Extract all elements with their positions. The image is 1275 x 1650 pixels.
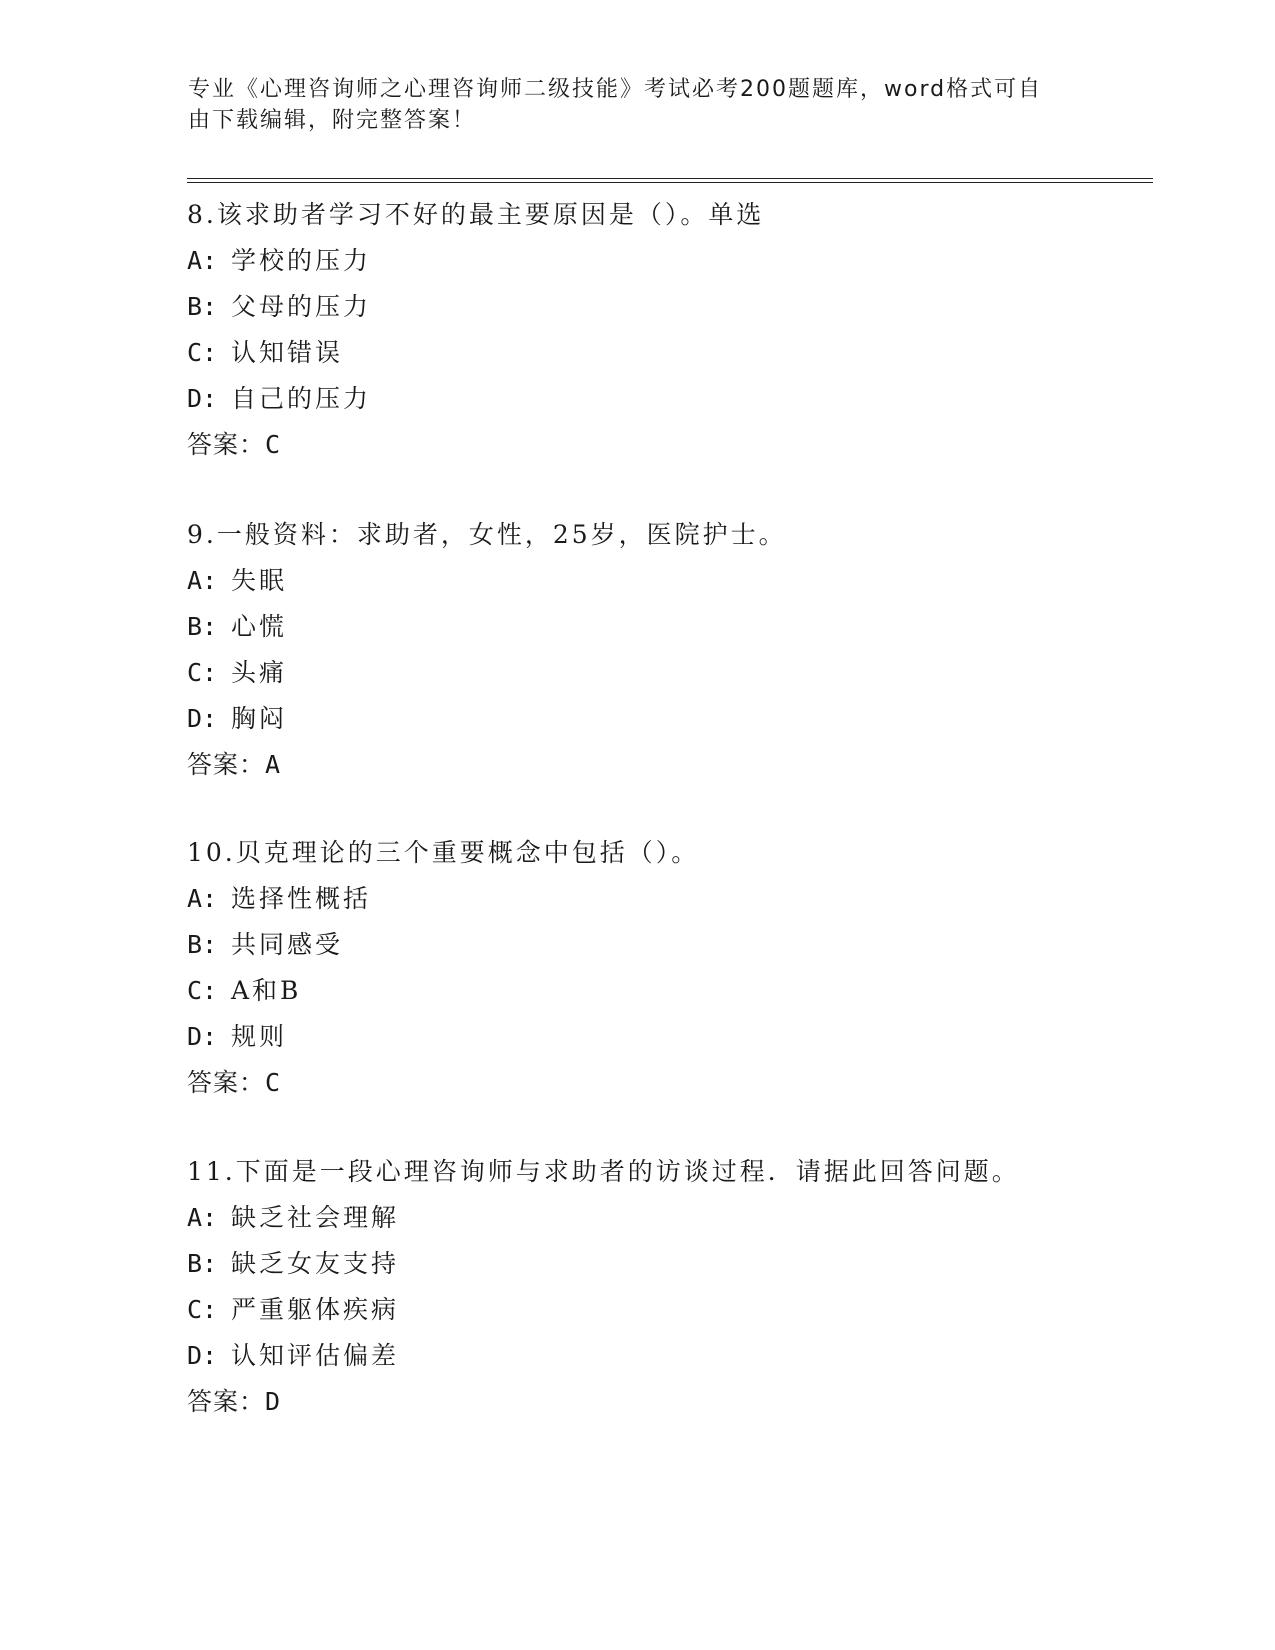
- answer-value: C: [265, 430, 282, 459]
- option-letter: C:: [187, 338, 218, 367]
- question-block: [187, 830, 1147, 1106]
- answer-value: A: [265, 750, 282, 779]
- option-letter: B:: [187, 1249, 218, 1278]
- answer-label: 答案：: [187, 1387, 266, 1416]
- option-b: [187, 922, 1147, 968]
- option-c: [187, 968, 1147, 1014]
- option-text: 认知错误: [231, 338, 344, 367]
- option-text: 胸闷: [231, 704, 288, 733]
- option-letter: D:: [187, 1022, 218, 1051]
- header-divider-bottom: [187, 182, 1153, 183]
- option-a: [187, 1195, 1147, 1241]
- option-c: [187, 330, 1147, 376]
- option-d: [187, 1014, 1147, 1060]
- option-a: [187, 876, 1147, 922]
- question-stem: 8.该求助者学习不好的最主要原因是（）。单选: [187, 200, 765, 229]
- question-stem: 9.一般资料：求助者，女性，25岁，医院护士。: [187, 520, 787, 549]
- question-stem: 11.下面是一段心理咨询师与求助者的访谈过程．请据此回答问题。: [187, 1157, 1020, 1186]
- option-text: 父母的压力: [231, 292, 372, 321]
- option-letter: A:: [187, 246, 218, 275]
- option-b: [187, 1241, 1147, 1287]
- option-c: [187, 650, 1147, 696]
- option-text: 共同感受: [231, 930, 344, 959]
- answer-value: C: [265, 1068, 282, 1097]
- question-stem: 10.贝克理论的三个重要概念中包括（）。: [187, 838, 700, 867]
- option-text: A和B: [231, 976, 302, 1005]
- question-block: [187, 1149, 1147, 1425]
- option-letter: C:: [187, 658, 218, 687]
- option-d: [187, 376, 1147, 422]
- option-text: 缺乏社会理解: [231, 1203, 400, 1232]
- option-a: [187, 558, 1147, 604]
- question-block: [187, 192, 1147, 468]
- option-letter: B:: [187, 612, 218, 641]
- option-text: 缺乏女友支持: [231, 1249, 400, 1278]
- option-text: 学校的压力: [231, 246, 372, 275]
- option-a: [187, 238, 1147, 284]
- option-text: 规则: [231, 1022, 288, 1051]
- option-letter: D:: [187, 384, 218, 413]
- option-letter: C:: [187, 1295, 218, 1324]
- option-text: 自己的压力: [231, 384, 372, 413]
- option-d: [187, 696, 1147, 742]
- option-b: [187, 604, 1147, 650]
- answer-line: [187, 1379, 1147, 1425]
- option-d: [187, 1333, 1147, 1379]
- option-letter: B:: [187, 930, 218, 959]
- answer-line: [187, 1060, 1147, 1106]
- option-text: 选择性概括: [231, 884, 372, 913]
- option-b: [187, 284, 1147, 330]
- answer-label: 答案：: [187, 1068, 266, 1097]
- answer-label: 答案：: [187, 750, 266, 779]
- answer-line: [187, 422, 1147, 468]
- option-letter: D:: [187, 704, 218, 733]
- option-letter: A:: [187, 1203, 218, 1232]
- header-divider-top: [187, 178, 1153, 179]
- header-line-2: 由下载编辑，附完整答案！: [188, 108, 477, 133]
- question-block: [187, 512, 1147, 788]
- answer-value: D: [265, 1387, 282, 1416]
- option-letter: A:: [187, 566, 218, 595]
- answer-line: [187, 742, 1147, 788]
- option-letter: B:: [187, 292, 218, 321]
- answer-label: 答案：: [187, 430, 266, 459]
- option-letter: C:: [187, 976, 218, 1005]
- option-letter: A:: [187, 884, 218, 913]
- option-text: 认知评估偏差: [231, 1341, 400, 1370]
- document-header: [188, 74, 1068, 136]
- option-c: [187, 1287, 1147, 1333]
- header-line-1: 专业《心理咨询师之心理咨询师二级技能》考试必考200题题库，word格式可自: [188, 77, 1043, 102]
- option-letter: D:: [187, 1341, 218, 1370]
- option-text: 心慌: [231, 612, 288, 641]
- option-text: 失眠: [231, 566, 288, 595]
- option-text: 严重躯体疾病: [231, 1295, 400, 1324]
- option-text: 头痛: [231, 658, 288, 687]
